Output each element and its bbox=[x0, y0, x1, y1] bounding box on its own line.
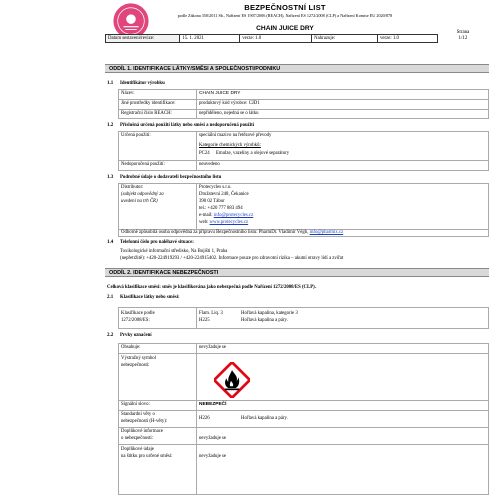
flame-pictogram-icon bbox=[214, 362, 250, 398]
created-value: 15. 1. 2021 bbox=[180, 35, 240, 43]
document-title: BEZPEČNOSTNÍ LIST bbox=[244, 3, 326, 12]
category-label: Kategorie chemických výrobků: bbox=[199, 143, 261, 148]
extra-label-info-label: Doplňkové údaje bbox=[121, 447, 154, 452]
product-name-header: CHAIN JUICE DRY bbox=[256, 25, 314, 32]
label-elements-table bbox=[118, 343, 489, 495]
toxicology-line-1: Toxikologické informační středisko, Na Bojišti 1, Praha bbox=[120, 249, 228, 254]
category-value: Emulze, vazelíny a olejové separátory bbox=[216, 151, 290, 156]
subsection-title: Klasifikace látky nebo směsi: bbox=[120, 295, 180, 300]
hazard-statements-label: nebezpečnosti (H-věty): bbox=[121, 419, 168, 424]
hazard-statement-text: Hořlavá kapalina a páry. bbox=[241, 416, 288, 421]
name-label: Název: bbox=[121, 91, 135, 96]
not-recommended-value: neuvedeno bbox=[199, 162, 220, 167]
company-street: Družstevní 248, Čekanice bbox=[199, 192, 249, 197]
classification-code: H225 bbox=[199, 318, 210, 323]
contains-value: nevyžaduje se bbox=[199, 345, 227, 350]
hazard-statement-code: H226 bbox=[199, 416, 210, 421]
use-value: speciální mazivo na řetězové převody bbox=[199, 133, 272, 138]
distributor-label: Distributor: bbox=[121, 185, 144, 190]
replaces-label: Nahrazuje: bbox=[312, 35, 378, 43]
subsection-title: Identifikátor výrobku bbox=[120, 81, 165, 86]
section-2-title: ODDÍL 2. IDENTIFIKACE NEBEZPEČNOSTI bbox=[105, 268, 489, 277]
section-1-title: ODDÍL 1. IDENTIFIKACE LÁTKY/SMĚSI A SPOLEČNOSTI/PODNIKU bbox=[105, 64, 489, 73]
company-city: 390 02 Tábor bbox=[199, 199, 225, 204]
company-phone: tel.: +420 777 883 494 bbox=[199, 206, 243, 211]
supplemental-info-value: nevyžaduje se bbox=[199, 436, 227, 441]
reach-value: nepřiděleno, nejedná se o látku bbox=[199, 111, 259, 116]
subsection-title: Příslušná určená použití látky nebo směsi a nedoporučená použití bbox=[120, 123, 255, 128]
extra-label-info-label: na štítku pro určené směsi: bbox=[121, 454, 173, 459]
revision-table bbox=[105, 34, 438, 43]
signal-word-value: NEBEZPEČÍ bbox=[199, 402, 227, 407]
page-value: 1/12 bbox=[458, 36, 468, 41]
reach-label: Registrační číslo REACH: bbox=[121, 111, 172, 116]
hazard-statements-label: Standardní věty o bbox=[121, 412, 155, 417]
classification-label: 1272/2008/ES: bbox=[121, 318, 150, 323]
company-email-row bbox=[199, 213, 253, 219]
classification-table bbox=[118, 307, 489, 329]
responsible-text: Odborně způsobilá osoba odpovědná za přípravu Bezpečnostního listu: PharmDr. Vladimír Végh, bbox=[121, 230, 309, 235]
web-prefix: web: bbox=[199, 220, 209, 225]
subsection-number: 1.1 bbox=[107, 81, 114, 86]
web-link[interactable]: www.protecycles.cz bbox=[209, 220, 249, 225]
subsection-number: 1.3 bbox=[107, 175, 114, 180]
replaces-version: verze: 1.0 bbox=[378, 35, 438, 43]
extra-label-info-value: nevyžaduje se bbox=[199, 454, 227, 459]
classification-text: Hořlavá kapalina a páry. bbox=[241, 318, 288, 323]
use-table bbox=[118, 131, 489, 171]
pictogram-label: Výstražný symbol bbox=[121, 356, 157, 361]
category-code: PC24 bbox=[199, 151, 210, 156]
distributor-note: uvedení na trh ČR) bbox=[121, 199, 158, 204]
subsection-number: 1.4 bbox=[107, 240, 114, 245]
toxicology-line-2: (nepřetržitě): +420-224919293 / +420-224915402. Informace pouze pro zdravotní rizika – akutní otravy lidí a zvířat bbox=[120, 256, 344, 261]
supplemental-info-label: o nebezpečnosti: bbox=[121, 436, 154, 441]
supplemental-info-label: Doplňkové informace bbox=[121, 429, 163, 434]
responsible-person-row bbox=[121, 230, 343, 236]
page-label: Strana bbox=[456, 30, 470, 35]
email-prefix: e-mail: bbox=[199, 213, 213, 218]
subsection-title: Podrobné údaje o dodavateli bezpečnostního listu bbox=[120, 175, 222, 180]
subsection-title: Telefonní číslo pro naléhavé situace: bbox=[120, 240, 194, 245]
use-label: Určená použití: bbox=[121, 133, 151, 138]
company-name: Protecycles s.r.o. bbox=[199, 185, 232, 190]
classification-text: Hořlavá kapalina, kategorie 3 bbox=[241, 311, 298, 316]
name-value: CHAIN JUICE DRY bbox=[199, 91, 241, 96]
responsible-email-link[interactable]: info@pharmix.cz bbox=[309, 230, 344, 235]
pictogram-label: nebezpečnosti: bbox=[121, 363, 150, 368]
subsection-number: 1.2 bbox=[107, 123, 114, 128]
signal-word-label: Signální slovo: bbox=[121, 402, 150, 407]
contains-label: Obsahuje: bbox=[121, 345, 141, 350]
email-link[interactable]: info@protecycles.cz bbox=[213, 213, 254, 218]
subsection-number: 2.1 bbox=[107, 295, 114, 300]
classification-code: Flam. Liq. 3 bbox=[199, 311, 223, 316]
subsection-title: Prvky označení bbox=[120, 333, 152, 338]
other-id-value: produktový kód výrobce: CJD1 bbox=[199, 101, 260, 106]
not-recommended-label: Nedoporučená použití: bbox=[121, 162, 165, 167]
subsection-number: 2.2 bbox=[107, 333, 114, 338]
created-label: Datum sestavení/revize: bbox=[106, 35, 180, 43]
company-web-row bbox=[199, 220, 248, 226]
distributor-note: (subjekt odpovědný za bbox=[121, 192, 164, 197]
overall-classification: Celková klasifikace směsi: směs je klasifikována jako nebezpečná podle Nařízení 1272/2008/ES (CLP). bbox=[107, 285, 316, 290]
page-number bbox=[442, 30, 484, 42]
version-label: verze: 1.0 bbox=[240, 35, 312, 43]
classification-label: Klasifikace podle bbox=[121, 311, 155, 316]
other-id-label: Jiné prostředky identifikace: bbox=[121, 101, 176, 106]
regulation-note: podle Zákona 350/2011 Sb., Nařízení ES 1907/2006 (REACH), Nařízení ES 1272/2008 (CLP) a Nařízení Komise EU 2020/878 bbox=[177, 13, 393, 18]
